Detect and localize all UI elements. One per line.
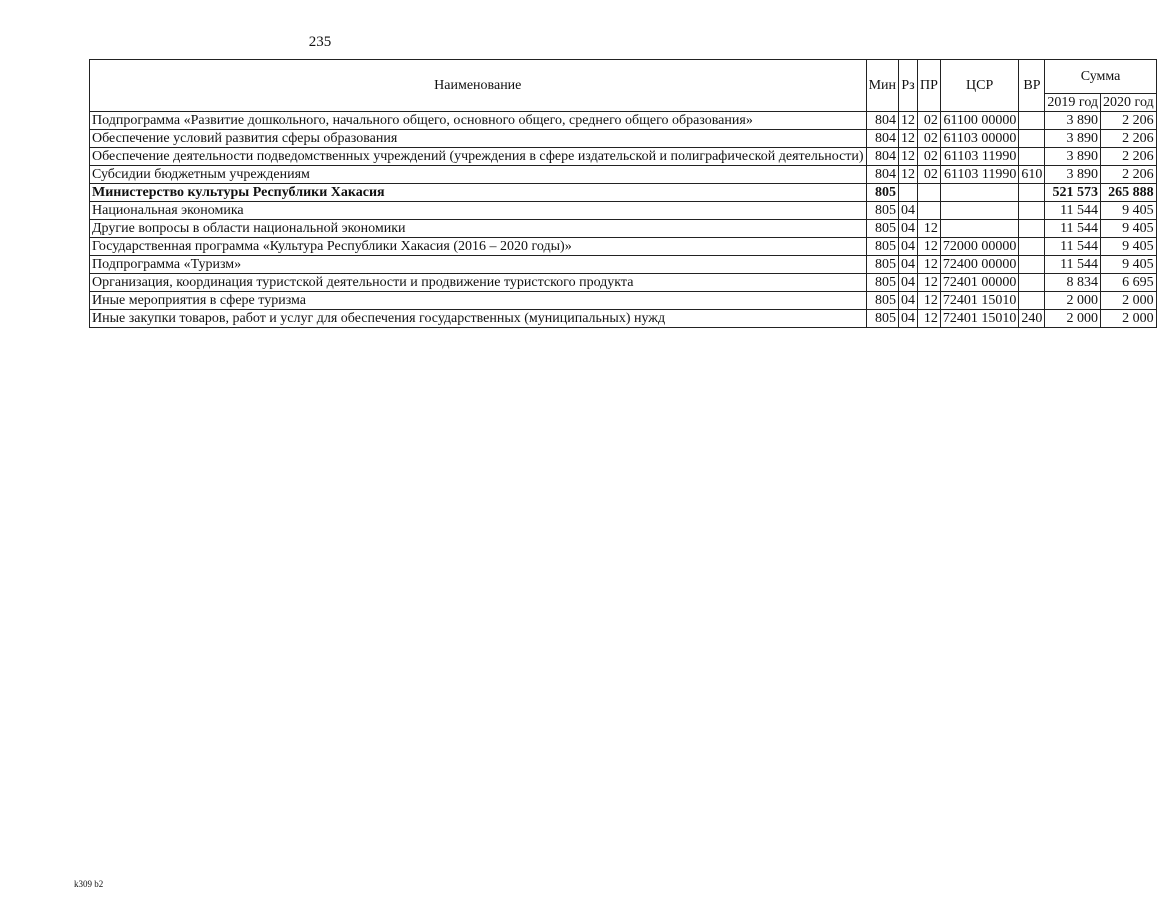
cell-pr: 02 — [918, 148, 941, 166]
cell-vr — [1019, 112, 1045, 130]
cell-pr: 12 — [918, 238, 941, 256]
cell-vr — [1019, 256, 1045, 274]
cell-csr: 72401 00000 — [940, 274, 1019, 292]
cell-2019: 2 000 — [1045, 310, 1101, 328]
cell-name: Субсидии бюджетным учреждениям — [90, 166, 867, 184]
header-csr: ЦСР — [940, 60, 1019, 112]
table-row — [90, 310, 1157, 328]
table-row — [90, 292, 1157, 310]
cell-pr: 12 — [918, 274, 941, 292]
cell-name: Государственная программа «Культура Республики Хакасия (2016 – 2020 годы)» — [90, 238, 867, 256]
cell-csr: 61103 00000 — [940, 130, 1019, 148]
cell-2020: 9 405 — [1101, 238, 1157, 256]
table-row — [90, 220, 1157, 238]
cell-rz: 04 — [899, 202, 918, 220]
cell-2020: 265 888 — [1101, 184, 1157, 202]
cell-2019: 11 544 — [1045, 238, 1101, 256]
cell-vr — [1019, 184, 1045, 202]
cell-csr: 72401 15010 — [940, 292, 1019, 310]
table-row — [90, 148, 1157, 166]
cell-rz: 04 — [899, 292, 918, 310]
cell-2020: 2 206 — [1101, 130, 1157, 148]
cell-min: 804 — [866, 112, 898, 130]
table-row — [90, 184, 1157, 202]
header-min: Мин — [866, 60, 898, 112]
cell-rz: 04 — [899, 220, 918, 238]
table-row — [90, 238, 1157, 256]
cell-min: 805 — [866, 274, 898, 292]
cell-2020: 2 206 — [1101, 112, 1157, 130]
cell-2019: 8 834 — [1045, 274, 1101, 292]
cell-name: Национальная экономика — [90, 202, 867, 220]
cell-csr: 61100 00000 — [940, 112, 1019, 130]
cell-vr: 240 — [1019, 310, 1045, 328]
table-row — [90, 256, 1157, 274]
cell-2019: 2 000 — [1045, 292, 1101, 310]
cell-2020: 2 000 — [1101, 310, 1157, 328]
cell-2020: 9 405 — [1101, 202, 1157, 220]
header-year-2020: 2020 год — [1101, 94, 1157, 112]
page-number: 235 — [308, 34, 332, 50]
cell-pr: 12 — [918, 292, 941, 310]
cell-csr — [940, 220, 1019, 238]
cell-min: 804 — [866, 130, 898, 148]
footer-code: k309 b2 — [74, 879, 104, 889]
cell-csr: 72401 15010 — [940, 310, 1019, 328]
cell-2019: 11 544 — [1045, 220, 1101, 238]
cell-rz: 04 — [899, 310, 918, 328]
cell-pr: 12 — [918, 256, 941, 274]
cell-csr — [940, 184, 1019, 202]
cell-vr — [1019, 220, 1045, 238]
cell-pr: 12 — [918, 220, 941, 238]
cell-min: 805 — [866, 256, 898, 274]
cell-2020: 9 405 — [1101, 256, 1157, 274]
cell-2019: 3 890 — [1045, 148, 1101, 166]
cell-name: Подпрограмма «Развитие дошкольного, начального общего, основного общего, среднего общего образования» — [90, 112, 867, 130]
cell-name: Иные мероприятия в сфере туризма — [90, 292, 867, 310]
cell-pr — [918, 202, 941, 220]
cell-rz: 12 — [899, 130, 918, 148]
cell-pr: 12 — [918, 310, 941, 328]
cell-name: Иные закупки товаров, работ и услуг для обеспечения государственных (муниципальных) нужд — [90, 310, 867, 328]
cell-2020: 6 695 — [1101, 274, 1157, 292]
cell-vr: 610 — [1019, 166, 1045, 184]
header-sum: Сумма — [1045, 60, 1156, 94]
cell-name: Министерство культуры Республики Хакасия — [90, 184, 867, 202]
header-row — [90, 60, 1157, 94]
cell-2019: 11 544 — [1045, 202, 1101, 220]
cell-2019: 3 890 — [1045, 130, 1101, 148]
header-name: Наименование — [90, 60, 867, 112]
cell-rz: 04 — [899, 238, 918, 256]
cell-name: Подпрограмма «Туризм» — [90, 256, 867, 274]
cell-vr — [1019, 238, 1045, 256]
cell-vr — [1019, 130, 1045, 148]
cell-2019: 3 890 — [1045, 112, 1101, 130]
table-row — [90, 166, 1157, 184]
table-row — [90, 130, 1157, 148]
cell-rz — [899, 184, 918, 202]
cell-csr — [940, 202, 1019, 220]
cell-rz: 12 — [899, 112, 918, 130]
table-row — [90, 274, 1157, 292]
cell-min: 805 — [866, 220, 898, 238]
cell-rz: 12 — [899, 166, 918, 184]
cell-rz: 12 — [899, 148, 918, 166]
cell-rz: 04 — [899, 274, 918, 292]
cell-name: Обеспечение деятельности подведомственных учреждений (учреждения в сфере издательской и полиграфической деятельности) — [90, 148, 867, 166]
cell-min: 805 — [866, 238, 898, 256]
cell-pr: 02 — [918, 166, 941, 184]
cell-min: 805 — [866, 292, 898, 310]
header-rz: Рз — [899, 60, 918, 112]
cell-min: 804 — [866, 166, 898, 184]
header-vr: ВР — [1019, 60, 1045, 112]
budget-table — [89, 59, 1157, 328]
cell-pr — [918, 184, 941, 202]
cell-name: Обеспечение условий развития сферы образования — [90, 130, 867, 148]
table-row — [90, 202, 1157, 220]
cell-2020: 2 206 — [1101, 148, 1157, 166]
cell-2019: 521 573 — [1045, 184, 1101, 202]
cell-2020: 2 000 — [1101, 292, 1157, 310]
cell-vr — [1019, 202, 1045, 220]
cell-rz: 04 — [899, 256, 918, 274]
cell-csr: 72400 00000 — [940, 256, 1019, 274]
cell-pr: 02 — [918, 130, 941, 148]
cell-name: Другие вопросы в области национальной экономики — [90, 220, 867, 238]
cell-2020: 9 405 — [1101, 220, 1157, 238]
header-pr: ПР — [918, 60, 941, 112]
cell-2020: 2 206 — [1101, 166, 1157, 184]
cell-vr — [1019, 292, 1045, 310]
cell-min: 805 — [866, 184, 898, 202]
table-row — [90, 112, 1157, 130]
cell-min: 805 — [866, 310, 898, 328]
cell-vr — [1019, 148, 1045, 166]
cell-csr: 61103 11990 — [940, 166, 1019, 184]
cell-vr — [1019, 274, 1045, 292]
cell-min: 805 — [866, 202, 898, 220]
cell-csr: 72000 00000 — [940, 238, 1019, 256]
cell-csr: 61103 11990 — [940, 148, 1019, 166]
cell-min: 804 — [866, 148, 898, 166]
header-year-2019: 2019 год — [1045, 94, 1101, 112]
cell-2019: 11 544 — [1045, 256, 1101, 274]
cell-2019: 3 890 — [1045, 166, 1101, 184]
cell-pr: 02 — [918, 112, 941, 130]
cell-name: Организация, координация туристской деятельности и продвижение туристского продукта — [90, 274, 867, 292]
